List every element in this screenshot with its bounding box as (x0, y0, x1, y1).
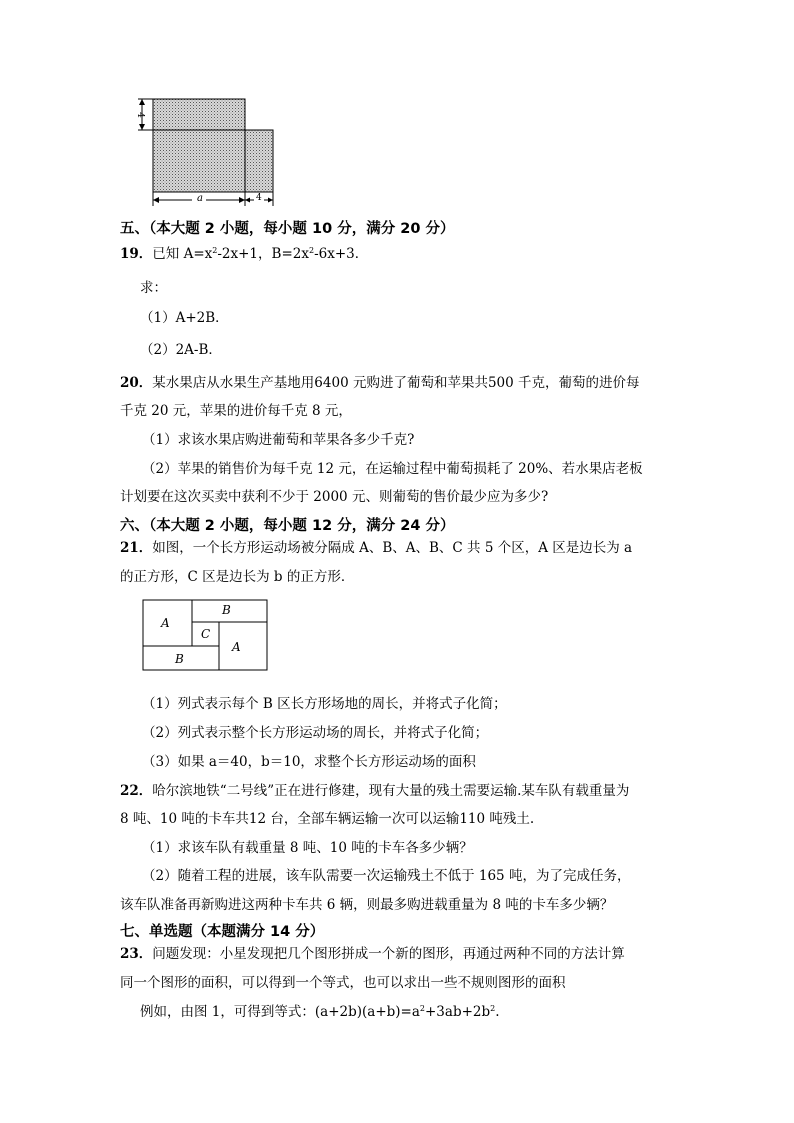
q21-fig-label-b2: B (175, 652, 184, 666)
left-dim-label: 4 (134, 112, 145, 118)
q20-part-2-line-1: （2）苹果的销售价为每千克 12 元，在运输过程中葡萄损耗了 20%、若水果店老板 (142, 461, 643, 477)
q23-example-pre: 例如，由图 1，可得到等式：(a+2b)(a+b)=a (140, 1004, 420, 1020)
q20-part-1: （1）求该水果店购进葡萄和苹果各多少千克? (142, 432, 415, 448)
top-figure (130, 90, 290, 210)
q23-example (140, 1000, 500, 1020)
q20-line-2: 千克 20 元，苹果的进价每千克 8 元， (120, 403, 352, 419)
q20-line-1 (120, 371, 640, 391)
q21-fig-label-a2: A (232, 640, 241, 654)
q21-text-1: 如图，一个长方形运动场被分隔成 A、B、A、B、C 共 5 个区，A 区是边长为 a (152, 540, 633, 556)
q22-line-1 (120, 779, 629, 799)
q19-part-2: （2）2A-B． (140, 342, 222, 358)
q20-text-1: 某水果店从水果生产基地用6400 元购进了葡萄和苹果共500 千克，葡萄的进价每 (152, 375, 640, 391)
q22-part-2-line-1: （2）随着工程的进展，该车队需要一次运输残土不低于 165 吨，为了完成任务， (142, 868, 631, 884)
q22-part-1: （1）求该车队有载重量 8 吨、10 吨的卡车各多少辆？ (142, 840, 473, 856)
q21-line-1 (120, 536, 632, 556)
q21-part-2: （2）列式表示整个长方形运动场的周长，并将式子化简； (142, 725, 489, 741)
q23-line-2: 同一个图形的面积，可以得到一个等式，也可以求出一些不规则图形的面积 (120, 975, 566, 991)
q19-stem-mid2: -6x+3． (314, 246, 369, 262)
q23-text-1: 问题发现：小星发现把几个图形拼成一个新的图形，再通过两种不同的方法计算 (152, 946, 625, 962)
q23-number: 23． (120, 946, 153, 962)
q19-exp-2: 2 (308, 246, 315, 255)
q21-part-1: （1）列式表示每个 B 区长方形场地的周长，并将式子化简； (142, 696, 507, 712)
q21-fig-label-b1: B (222, 603, 231, 617)
q21-fig-label-c: C (201, 627, 211, 641)
q21-part-3: （3）如果 a＝40，b＝10，求整个长方形运动场的面积 (142, 754, 476, 770)
q21-line-2: 的正方形，C 区是边长为 b 的正方形． (120, 569, 355, 585)
q23-line-1 (120, 942, 625, 962)
q23-exp-1: 2 (419, 1004, 425, 1013)
right-strip-rect (245, 130, 273, 192)
q19-number: 19． (120, 246, 153, 262)
q23-example-mid: +3ab+2b (425, 1004, 491, 1020)
section-7-title: 七、单选题（本题满分 14 分） (120, 924, 325, 940)
q20-part-2-line-2: 计划要在这次买卖中获利不少于 2000 元、则葡萄的售价最少应为多少? (120, 489, 549, 505)
q19-exp-1: 2 (212, 246, 218, 255)
right-dim-label: 4 (256, 193, 262, 203)
q23-exp-2: 2 (490, 1004, 496, 1013)
q22-part-2-line-2: 该车队准备再新购进这两种卡车共 6 辆，则最多购进载重量为 8 吨的卡车多少辆？ (120, 897, 614, 913)
section-5-title: 五、（本大题 2 小题，每小题 10 分，满分 20 分） (120, 221, 455, 237)
q19-stem (120, 242, 368, 262)
q22-line-2: 8 吨、10 吨的卡车共12 台，全部车辆运输一次可以运输110 吨残土. (120, 811, 535, 827)
q21-fig-label-a1: A (161, 616, 170, 630)
main-square-rect (153, 130, 245, 192)
section-6-title: 六、（本大题 2 小题，每小题 12 分，满分 24 分） (120, 518, 455, 534)
q21-number: 21． (120, 540, 153, 556)
q22-text-1: 哈尔滨地铁“二号线”正在进行修建，现有大量的残土需要运输.某车队有载重量为 (152, 783, 630, 799)
top-strip-rect (153, 99, 245, 130)
a-dim-label: a (197, 193, 203, 204)
q19-stem-pre: 已知 A=x (152, 246, 213, 262)
q22-number: 22． (120, 783, 153, 799)
q20-number: 20． (120, 375, 153, 391)
q23-example-end: . (495, 1004, 500, 1020)
q19-part-1: （1）A+2B． (140, 310, 229, 326)
q19-ask: 求： (140, 280, 167, 296)
q19-stem-mid1: -2x+1，B=2x (217, 246, 309, 262)
